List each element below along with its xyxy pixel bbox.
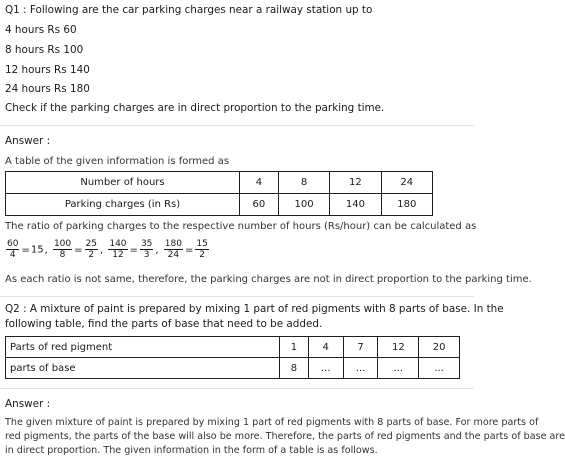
answer2-line1: The given mixture of paint is prepared by mixing 1 part of red pigments with 8 parts of base. For more parts of xyxy=(5,417,539,428)
table-cell: 4 xyxy=(240,172,279,194)
table-row xyxy=(6,337,460,358)
answer1-heading: Answer : xyxy=(5,135,51,147)
divider xyxy=(0,296,474,297)
table-cell: parts of base xyxy=(6,358,280,379)
q1-question: Check if the parking charges are in direct proportion to the parking time. xyxy=(5,102,385,114)
table-cell: 60 xyxy=(240,194,279,216)
table-cell: Number of hours xyxy=(6,172,240,194)
parking-table xyxy=(5,171,433,216)
table-cell: ... xyxy=(343,358,378,379)
table-row xyxy=(6,194,433,216)
answer2-line2: red pigments, the parts of the base will also be more. Therefore, the parts of red pigments and the parts of base are xyxy=(5,431,565,442)
ratio-calculation: $\frac{60}{4}$ =15, $\frac{100}{8}$ = $\frac{25}{2}$ , $\frac{140}{12}$ = $\frac{35}{3}$ , $\frac{180}{24}$ = $\frac{15}{2}$ xyxy=(7,239,208,260)
table-cell: 7 xyxy=(343,337,378,358)
ratio-result: 15 xyxy=(30,244,44,256)
table-cell: Parking charges (in Rs) xyxy=(6,194,240,216)
table-cell: 12 xyxy=(330,172,381,194)
fraction: $\frac{15}{2}$ xyxy=(196,239,208,260)
q2-title-line2: following table, find the parts of base that need to be added. xyxy=(5,318,323,330)
table-cell: 12 xyxy=(378,337,419,358)
table-row xyxy=(6,172,433,194)
table-cell: 1 xyxy=(280,337,309,358)
table-cell: 8 xyxy=(280,358,309,379)
table-cell: Parts of red pigment xyxy=(6,337,280,358)
table-cell: 4 xyxy=(308,337,343,358)
table-cell: ... xyxy=(419,358,460,379)
table-cell: 180 xyxy=(381,194,432,216)
table-cell: 8 xyxy=(278,172,329,194)
fraction: $\frac{180}{24}$ xyxy=(164,239,182,260)
answer1-conclusion: As each ratio is not same, therefore, the parking charges are not in direct proportion to the parking time. xyxy=(5,274,532,285)
fraction: $\frac{25}{2}$ xyxy=(85,239,97,260)
table-cell: 100 xyxy=(278,194,329,216)
q1-line-1: 4 hours Rs 60 xyxy=(5,24,77,36)
table-cell: 24 xyxy=(381,172,432,194)
fraction: $\frac{100}{8}$ xyxy=(53,239,72,260)
table-cell: ... xyxy=(308,358,343,379)
q1-line-3: 12 hours Rs 140 xyxy=(5,64,90,76)
fraction: $\frac{60}{4}$ xyxy=(7,239,19,260)
q1-title: Q1 : Following are the car parking charges near a railway station up to xyxy=(5,4,373,16)
q2-title: Q2 : A mixture of paint is prepared by mixing 1 part of red pigments with 8 parts of base. In the xyxy=(5,303,504,315)
fraction: $\frac{35}{3}$ xyxy=(140,239,153,260)
fraction: $\frac{140}{12}$ xyxy=(109,239,127,260)
table-cell: 20 xyxy=(419,337,460,358)
answer2-line3: in direct proportion. The given information in the form of a table is as follows. xyxy=(5,445,378,456)
table-cell: 140 xyxy=(330,194,381,216)
table-cell: ... xyxy=(378,358,419,379)
ratio-text: The ratio of parking charges to the respective number of hours (Rs/hour) can be calculated as xyxy=(5,221,477,232)
table-row xyxy=(6,358,460,379)
q1-line-2: 8 hours Rs 100 xyxy=(5,44,84,56)
q1-line-4: 24 hours Rs 180 xyxy=(5,83,90,95)
answer2-heading: Answer : xyxy=(5,398,51,410)
divider xyxy=(0,388,474,389)
answer1-intro: A table of the given information is formed as xyxy=(5,156,230,167)
paint-table xyxy=(5,336,460,379)
divider xyxy=(0,125,474,126)
